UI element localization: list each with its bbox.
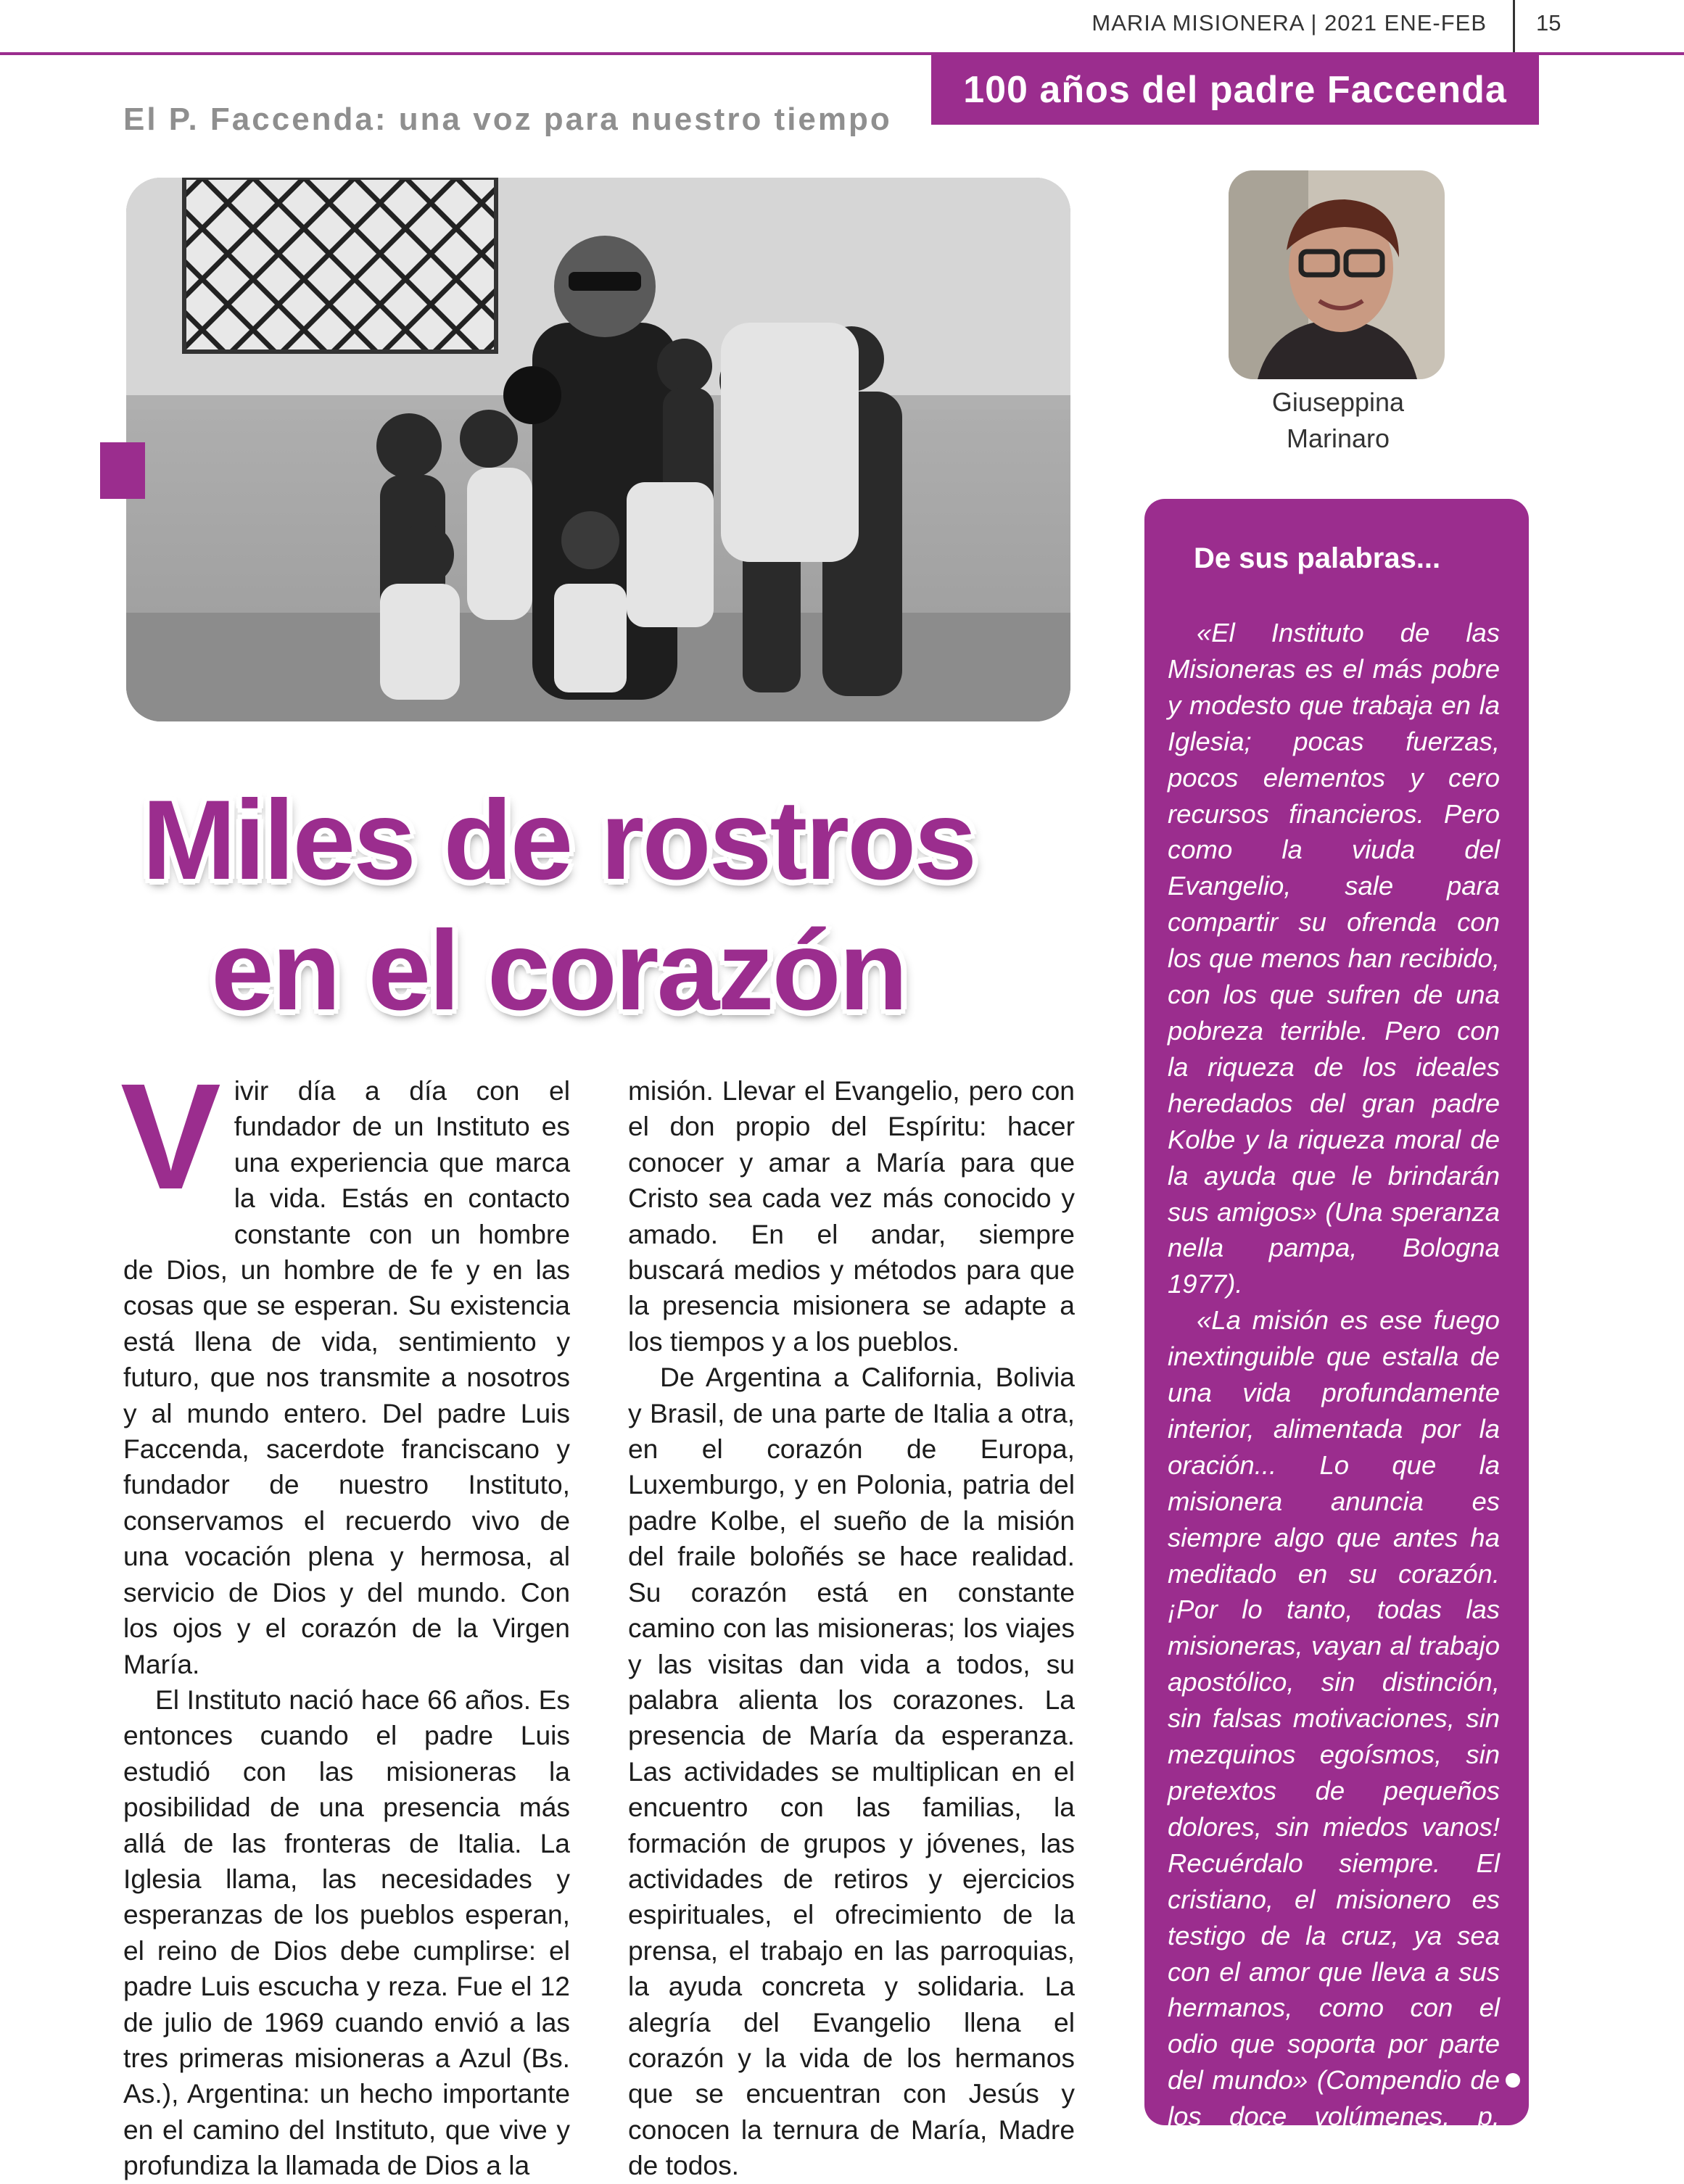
section-banner: 100 años del padre Faccenda bbox=[931, 55, 1539, 125]
sidebar-quote-1: «El Instituto de las Misioneras es el más pobre y modesto que trabaja en la Iglesia; pocas fuerzas, pocos elementos y cero recursos financieros. Pero como la viuda del Evangelio, sale para compartir su ofrenda con los que menos han recibido, con los que sufren de una pobreza terrible. Pero con la riqueza de los ideales heredados del gran padre Kolbe y la riqueza moral de la ayuda que le brindarán sus amigos» (Una speranza nella pampa, Bologna 1977). bbox=[1168, 618, 1500, 1299]
end-of-article-dot bbox=[1506, 2073, 1520, 2088]
paragraph-1-text: ivir día a día con el fundador de un Instituto es una experiencia que marca la vida. Estás en contacto constante con un hombre de Dios, un hombre de fe y en las cosas que se esperan. Su existencia está llena de vida, sentimiento y futuro, que nos transmite a nosotros y al mundo entero. Del padre Luis Faccenda, sacerdote franciscano y fundador de nuestro Instituto, conservamos el recuerdo vivo de una vocación plena y hermosa, al servicio de Dios y del mundo. Con los ojos y el corazón de la Virgen María. bbox=[123, 1075, 570, 1679]
sidebar-quotes bbox=[1168, 615, 1500, 2171]
author-photo bbox=[1229, 170, 1445, 379]
group-photo bbox=[126, 178, 1070, 721]
author-name bbox=[1226, 384, 1450, 457]
article-subtitle: El P. Faccenda: una voz para nuestro tiempo bbox=[123, 102, 892, 137]
accent-square bbox=[100, 442, 145, 499]
drop-cap: V bbox=[120, 1053, 221, 1221]
header-separator: | bbox=[1311, 10, 1318, 36]
sidebar-title: De sus palabras... bbox=[1194, 542, 1441, 574]
article-column-1 bbox=[120, 1053, 570, 2184]
sidebar-quote-2: «La misión es ese fuego inextinguible que estalla de una vida profundamente interior, alimentada por la oración... Lo que la misionera anuncia es siempre algo que antes ha meditado en su corazón. ¡Por lo tanto, todas las misioneras, vayan al trabajo apostólico, sin distinción, sin falsas motivaciones, sin mezquinos egoísmos, sin pretextos de pequeños dolores, sin miedos vanos! Recuérdalo siempre. El cristiano, el misionero es testigo de la cruz, ya sea con el amor que lleva a sus hermanos, como con el odio que soporta por parte del mundo» (Compendio de los doce volúmenes, p. 107). bbox=[1168, 1305, 1500, 2168]
paragraph-3: De Argentina a California, Bolivia y Brasil, de una parte de Italia a otra, en el corazón de Europa, Luxemburgo, y en Polonia, patria del padre Kolbe, el sueño de la misión del fraile boloñés se hace realidad. Su corazón está en constante camino con las misioneras; los viajes y las visitas dan vida a todos, su palabra alienta los corazones. La presencia de María da esperanza. Las actividades se multiplican en el encuentro con las familias, la formación de grupos y jóvenes, las actividades de retiros y ejercicios espirituales, el ofrecimiento de la prensa, el trabajo en las parroquias, la ayuda concreta y solidaria. La alegría del Evangelio llena el corazón y la vida de los hermanos que se encuentran con Jesús y conocen la ternura de María, Madre de todos. bbox=[628, 1362, 1075, 2181]
page-number: 15 bbox=[1536, 10, 1561, 36]
article-title-line-2: en el corazón bbox=[211, 908, 906, 1034]
paragraph-2-start: El Instituto nació hace 66 años. Es entonces cuando el padre Luis estudió con las misioneras la posibilidad de una presencia más allá de las fronteras de Italia. La Iglesia llama, las necesidades y esperanzas de los pueblos esperan, el reino de Dios debe cumplirse: el padre Luis escucha y reza. Fue el 12 de julio de 1969 cuando envió a las tres primeras misioneras a Azul (Bs. As.), Argentina: un hecho importante en el camino del Instituto, que vive y profundiza la llamada de Dios a la bbox=[123, 1684, 570, 2181]
author-last-name: Marinaro bbox=[1286, 423, 1390, 453]
paragraph-1 bbox=[120, 1053, 570, 1682]
article-title-line-1: Miles de rostros bbox=[141, 777, 975, 903]
paragraph-2-end: misión. Llevar el Evangelio, pero con el don propio del Espíritu: hacer conocer y amar a María para que Cristo sea cada vez más conocido y amado. En el andar, siempre buscará medios y métodos para que la presencia misionera se adapte a los tiempos y a los pueblos. bbox=[628, 1075, 1075, 1357]
article-column-2 bbox=[628, 1073, 1075, 2184]
header-divider bbox=[1513, 0, 1515, 57]
magazine-name: MARIA MISIONERA bbox=[1091, 10, 1304, 36]
author-first-name: Giuseppina bbox=[1271, 387, 1405, 417]
header-magazine-issue bbox=[1081, 10, 1487, 36]
issue-date: 2021 ENE-FEB bbox=[1324, 10, 1487, 36]
